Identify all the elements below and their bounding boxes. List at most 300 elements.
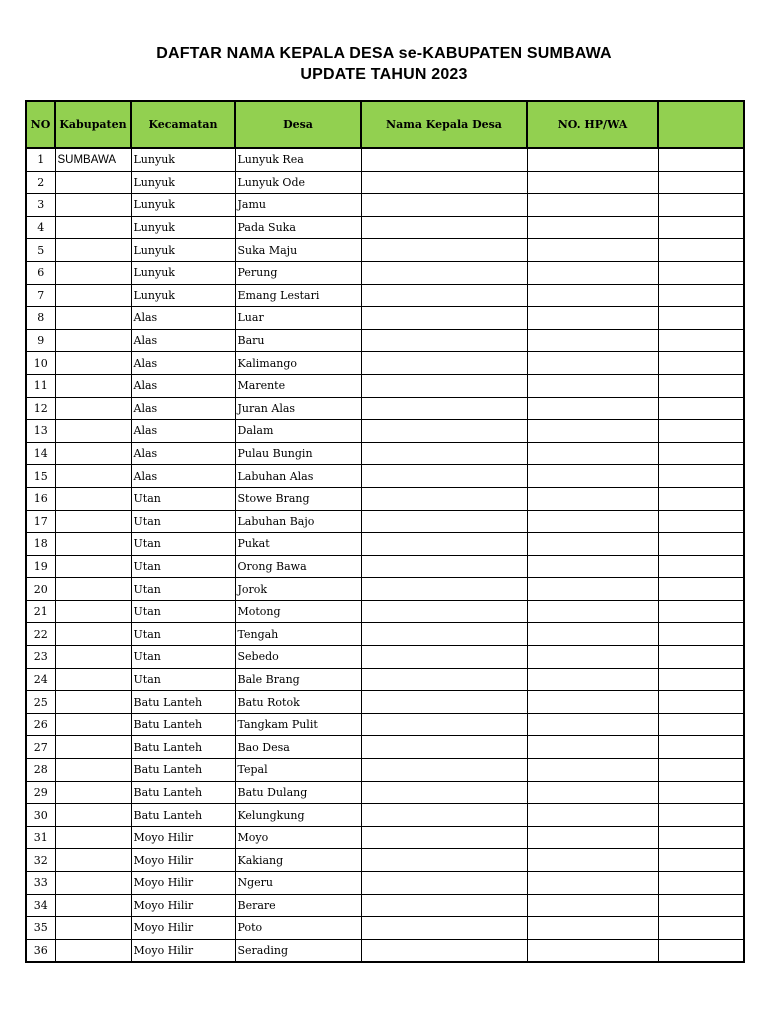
cell-blank (658, 849, 744, 872)
cell-no: 26 (26, 713, 55, 736)
table-body (26, 148, 744, 962)
cell-kecamatan: Alas (131, 442, 235, 465)
cell-nama-kepala-desa (361, 872, 527, 895)
cell-kecamatan: Lunyuk (131, 194, 235, 217)
cell-blank (658, 781, 744, 804)
table-row (26, 600, 744, 623)
cell-desa: Berare (235, 894, 361, 917)
cell-no-hp-wa (527, 578, 658, 601)
cell-kabupaten (55, 691, 131, 714)
cell-kabupaten (55, 736, 131, 759)
cell-no-hp-wa (527, 261, 658, 284)
cell-desa: Kelungkung (235, 804, 361, 827)
table-row (26, 487, 744, 510)
cell-nama-kepala-desa (361, 397, 527, 420)
cell-kecamatan: Lunyuk (131, 216, 235, 239)
table-row (26, 352, 744, 375)
cell-blank (658, 148, 744, 171)
cell-blank (658, 668, 744, 691)
cell-no-hp-wa (527, 894, 658, 917)
cell-nama-kepala-desa (361, 307, 527, 330)
cell-kecamatan: Lunyuk (131, 148, 235, 171)
cell-no: 5 (26, 239, 55, 262)
cell-no: 30 (26, 804, 55, 827)
cell-no: 18 (26, 533, 55, 556)
cell-no: 32 (26, 849, 55, 872)
cell-kabupaten (55, 352, 131, 375)
cell-blank (658, 261, 744, 284)
cell-kabupaten (55, 420, 131, 443)
cell-no: 7 (26, 284, 55, 307)
cell-kabupaten (55, 487, 131, 510)
cell-kecamatan: Alas (131, 329, 235, 352)
table-row (26, 307, 744, 330)
cell-kabupaten (55, 894, 131, 917)
table-row (26, 465, 744, 488)
cell-no-hp-wa (527, 239, 658, 262)
cell-kecamatan: Lunyuk (131, 261, 235, 284)
cell-no-hp-wa (527, 872, 658, 895)
cell-no-hp-wa (527, 623, 658, 646)
cell-kecamatan: Alas (131, 307, 235, 330)
cell-kabupaten (55, 939, 131, 962)
cell-nama-kepala-desa (361, 826, 527, 849)
cell-desa: Lunyuk Ode (235, 171, 361, 194)
cell-kecamatan: Lunyuk (131, 171, 235, 194)
cell-kabupaten (55, 759, 131, 782)
cell-nama-kepala-desa (361, 284, 527, 307)
cell-no-hp-wa (527, 555, 658, 578)
table-row (26, 759, 744, 782)
cell-nama-kepala-desa (361, 668, 527, 691)
cell-no: 2 (26, 171, 55, 194)
cell-blank (658, 804, 744, 827)
cell-no-hp-wa (527, 194, 658, 217)
cell-blank (658, 307, 744, 330)
cell-no: 13 (26, 420, 55, 443)
cell-desa: Serading (235, 939, 361, 962)
cell-kabupaten (55, 533, 131, 556)
cell-kecamatan: Utan (131, 533, 235, 556)
table-row (26, 533, 744, 556)
cell-desa: Perung (235, 261, 361, 284)
cell-no: 23 (26, 646, 55, 669)
table-row (26, 261, 744, 284)
cell-kecamatan: Utan (131, 646, 235, 669)
cell-kecamatan: Moyo Hilir (131, 917, 235, 940)
cell-nama-kepala-desa (361, 194, 527, 217)
cell-kabupaten (55, 171, 131, 194)
cell-nama-kepala-desa (361, 894, 527, 917)
cell-no-hp-wa (527, 329, 658, 352)
table-row (26, 194, 744, 217)
cell-kabupaten (55, 510, 131, 533)
cell-kabupaten (55, 578, 131, 601)
table-row (26, 691, 744, 714)
cell-no-hp-wa (527, 759, 658, 782)
column-header-no: NO (26, 101, 55, 148)
document-subtitle: UPDATE TAHUN 2023 (300, 66, 468, 83)
cell-no-hp-wa (527, 917, 658, 940)
cell-nama-kepala-desa (361, 352, 527, 375)
cell-no: 11 (26, 374, 55, 397)
table-row (26, 826, 744, 849)
cell-kabupaten (55, 804, 131, 827)
cell-blank (658, 691, 744, 714)
cell-blank (658, 329, 744, 352)
cell-kecamatan: Batu Lanteh (131, 781, 235, 804)
cell-kabupaten: SUMBAWA (55, 148, 131, 171)
cell-kabupaten (55, 872, 131, 895)
table-row (26, 713, 744, 736)
cell-kecamatan: Utan (131, 487, 235, 510)
cell-nama-kepala-desa (361, 736, 527, 759)
cell-desa: Emang Lestari (235, 284, 361, 307)
cell-desa: Stowe Brang (235, 487, 361, 510)
cell-kecamatan: Utan (131, 668, 235, 691)
table-row (26, 894, 744, 917)
cell-no-hp-wa (527, 171, 658, 194)
table-row (26, 510, 744, 533)
cell-nama-kepala-desa (361, 713, 527, 736)
cell-nama-kepala-desa (361, 329, 527, 352)
cell-no: 20 (26, 578, 55, 601)
cell-kecamatan: Moyo Hilir (131, 939, 235, 962)
cell-no-hp-wa (527, 284, 658, 307)
cell-no-hp-wa (527, 352, 658, 375)
cell-no-hp-wa (527, 397, 658, 420)
cell-blank (658, 894, 744, 917)
cell-blank (658, 194, 744, 217)
cell-nama-kepala-desa (361, 374, 527, 397)
cell-desa: Labuhan Alas (235, 465, 361, 488)
cell-blank (658, 465, 744, 488)
cell-kabupaten (55, 216, 131, 239)
cell-kabupaten (55, 668, 131, 691)
cell-desa: Ngeru (235, 872, 361, 895)
cell-desa: Bao Desa (235, 736, 361, 759)
cell-desa: Orong Bawa (235, 555, 361, 578)
cell-no-hp-wa (527, 713, 658, 736)
cell-kabupaten (55, 600, 131, 623)
cell-kabupaten (55, 374, 131, 397)
cell-nama-kepala-desa (361, 623, 527, 646)
cell-no: 1 (26, 148, 55, 171)
cell-kecamatan: Alas (131, 465, 235, 488)
cell-no: 21 (26, 600, 55, 623)
cell-blank (658, 420, 744, 443)
cell-kabupaten (55, 239, 131, 262)
table-row (26, 374, 744, 397)
cell-kabupaten (55, 646, 131, 669)
cell-no-hp-wa (527, 420, 658, 443)
cell-desa: Luar (235, 307, 361, 330)
cell-no: 25 (26, 691, 55, 714)
cell-kecamatan: Utan (131, 510, 235, 533)
cell-no: 24 (26, 668, 55, 691)
table-row (26, 736, 744, 759)
cell-desa: Marente (235, 374, 361, 397)
cell-kabupaten (55, 849, 131, 872)
cell-blank (658, 555, 744, 578)
table-row (26, 872, 744, 895)
cell-desa: Baru (235, 329, 361, 352)
cell-desa: Labuhan Bajo (235, 510, 361, 533)
cell-no: 33 (26, 872, 55, 895)
cell-kecamatan: Utan (131, 623, 235, 646)
cell-no-hp-wa (527, 510, 658, 533)
table-row (26, 939, 744, 962)
cell-no: 31 (26, 826, 55, 849)
cell-kecamatan: Moyo Hilir (131, 872, 235, 895)
cell-nama-kepala-desa (361, 600, 527, 623)
cell-kecamatan: Alas (131, 420, 235, 443)
cell-nama-kepala-desa (361, 691, 527, 714)
cell-kecamatan: Moyo Hilir (131, 826, 235, 849)
table-row (26, 284, 744, 307)
cell-kabupaten (55, 713, 131, 736)
table-row (26, 849, 744, 872)
cell-nama-kepala-desa (361, 849, 527, 872)
cell-nama-kepala-desa (361, 646, 527, 669)
table-row (26, 781, 744, 804)
cell-no-hp-wa (527, 736, 658, 759)
cell-desa: Juran Alas (235, 397, 361, 420)
cell-desa: Suka Maju (235, 239, 361, 262)
cell-desa: Pada Suka (235, 216, 361, 239)
cell-kabupaten (55, 826, 131, 849)
cell-no: 14 (26, 442, 55, 465)
cell-no: 17 (26, 510, 55, 533)
cell-no: 6 (26, 261, 55, 284)
cell-nama-kepala-desa (361, 442, 527, 465)
cell-blank (658, 352, 744, 375)
table-row (26, 397, 744, 420)
cell-kecamatan: Utan (131, 555, 235, 578)
cell-desa: Jamu (235, 194, 361, 217)
cell-no: 28 (26, 759, 55, 782)
cell-nama-kepala-desa (361, 533, 527, 556)
cell-no-hp-wa (527, 487, 658, 510)
cell-no: 10 (26, 352, 55, 375)
cell-blank (658, 533, 744, 556)
cell-kabupaten (55, 284, 131, 307)
cell-kecamatan: Utan (131, 578, 235, 601)
cell-no-hp-wa (527, 849, 658, 872)
cell-kabupaten (55, 623, 131, 646)
cell-desa: Bale Brang (235, 668, 361, 691)
cell-nama-kepala-desa (361, 171, 527, 194)
column-header-desa: Desa (235, 101, 361, 148)
cell-nama-kepala-desa (361, 917, 527, 940)
cell-desa: Tepal (235, 759, 361, 782)
cell-no: 12 (26, 397, 55, 420)
table-row (26, 239, 744, 262)
cell-no: 29 (26, 781, 55, 804)
cell-blank (658, 397, 744, 420)
cell-blank (658, 939, 744, 962)
cell-nama-kepala-desa (361, 465, 527, 488)
cell-nama-kepala-desa (361, 510, 527, 533)
cell-no: 19 (26, 555, 55, 578)
cell-kabupaten (55, 917, 131, 940)
cell-blank (658, 623, 744, 646)
cell-no: 15 (26, 465, 55, 488)
cell-blank (658, 759, 744, 782)
table-row (26, 646, 744, 669)
cell-blank (658, 216, 744, 239)
cell-kabupaten (55, 781, 131, 804)
cell-kecamatan: Batu Lanteh (131, 691, 235, 714)
cell-blank (658, 171, 744, 194)
cell-desa: Batu Rotok (235, 691, 361, 714)
cell-no-hp-wa (527, 533, 658, 556)
cell-no: 36 (26, 939, 55, 962)
cell-no-hp-wa (527, 148, 658, 171)
table-row (26, 216, 744, 239)
cell-desa: Dalam (235, 420, 361, 443)
cell-kecamatan: Alas (131, 352, 235, 375)
cell-no: 8 (26, 307, 55, 330)
cell-blank (658, 442, 744, 465)
cell-nama-kepala-desa (361, 578, 527, 601)
cell-kabupaten (55, 329, 131, 352)
cell-kecamatan: Utan (131, 600, 235, 623)
cell-no: 35 (26, 917, 55, 940)
table-header-row (26, 101, 744, 148)
cell-desa: Poto (235, 917, 361, 940)
cell-no: 34 (26, 894, 55, 917)
cell-kabupaten (55, 307, 131, 330)
cell-kabupaten (55, 194, 131, 217)
cell-desa: Moyo (235, 826, 361, 849)
cell-no-hp-wa (527, 374, 658, 397)
cell-kecamatan: Alas (131, 397, 235, 420)
cell-blank (658, 826, 744, 849)
cell-desa: Jorok (235, 578, 361, 601)
cell-nama-kepala-desa (361, 939, 527, 962)
table-row (26, 148, 744, 171)
cell-nama-kepala-desa (361, 804, 527, 827)
cell-nama-kepala-desa (361, 759, 527, 782)
table-row (26, 442, 744, 465)
cell-no-hp-wa (527, 216, 658, 239)
cell-no: 16 (26, 487, 55, 510)
column-header-nama-kepala-desa: Nama Kepala Desa (361, 101, 527, 148)
cell-kabupaten (55, 555, 131, 578)
cell-desa: Kalimango (235, 352, 361, 375)
cell-blank (658, 239, 744, 262)
document-title: DAFTAR NAMA KEPALA DESA se-KABUPATEN SUMBAWA (156, 45, 612, 62)
cell-desa: Tangkam Pulit (235, 713, 361, 736)
cell-blank (658, 487, 744, 510)
cell-blank (658, 600, 744, 623)
cell-desa: Kakiang (235, 849, 361, 872)
cell-kecamatan: Alas (131, 374, 235, 397)
cell-nama-kepala-desa (361, 781, 527, 804)
table-row (26, 623, 744, 646)
cell-no-hp-wa (527, 781, 658, 804)
cell-desa: Motong (235, 600, 361, 623)
cell-no: 22 (26, 623, 55, 646)
kepala-desa-table (25, 100, 745, 963)
table-row (26, 804, 744, 827)
column-header-kabupaten: Kabupaten (55, 101, 131, 148)
cell-kecamatan: Batu Lanteh (131, 736, 235, 759)
cell-blank (658, 284, 744, 307)
cell-desa: Batu Dulang (235, 781, 361, 804)
cell-desa: Tengah (235, 623, 361, 646)
cell-nama-kepala-desa (361, 239, 527, 262)
cell-no-hp-wa (527, 646, 658, 669)
table-row (26, 668, 744, 691)
cell-kabupaten (55, 261, 131, 284)
cell-nama-kepala-desa (361, 420, 527, 443)
column-header-kecamatan: Kecamatan (131, 101, 235, 148)
cell-no-hp-wa (527, 826, 658, 849)
table-row (26, 420, 744, 443)
cell-desa: Lunyuk Rea (235, 148, 361, 171)
cell-no: 9 (26, 329, 55, 352)
cell-kabupaten (55, 397, 131, 420)
cell-blank (658, 917, 744, 940)
cell-no-hp-wa (527, 307, 658, 330)
cell-no-hp-wa (527, 442, 658, 465)
cell-blank (658, 510, 744, 533)
cell-kecamatan: Lunyuk (131, 239, 235, 262)
column-header-no-hp-wa: NO. HP/WA (527, 101, 658, 148)
cell-no-hp-wa (527, 939, 658, 962)
cell-desa: Pulau Bungin (235, 442, 361, 465)
cell-nama-kepala-desa (361, 261, 527, 284)
cell-kecamatan: Batu Lanteh (131, 804, 235, 827)
table-row (26, 171, 744, 194)
table-row (26, 555, 744, 578)
cell-no: 4 (26, 216, 55, 239)
cell-desa: Pukat (235, 533, 361, 556)
cell-kecamatan: Lunyuk (131, 284, 235, 307)
cell-nama-kepala-desa (361, 487, 527, 510)
cell-kecamatan: Batu Lanteh (131, 759, 235, 782)
cell-kecamatan: Moyo Hilir (131, 894, 235, 917)
column-header-blank (658, 101, 744, 148)
cell-nama-kepala-desa (361, 148, 527, 171)
cell-kecamatan: Batu Lanteh (131, 713, 235, 736)
cell-no: 27 (26, 736, 55, 759)
cell-blank (658, 578, 744, 601)
cell-no-hp-wa (527, 668, 658, 691)
cell-kecamatan: Moyo Hilir (131, 849, 235, 872)
cell-no-hp-wa (527, 600, 658, 623)
cell-blank (658, 736, 744, 759)
cell-no-hp-wa (527, 465, 658, 488)
cell-no-hp-wa (527, 804, 658, 827)
cell-no: 3 (26, 194, 55, 217)
cell-blank (658, 374, 744, 397)
cell-blank (658, 713, 744, 736)
cell-no-hp-wa (527, 691, 658, 714)
cell-kabupaten (55, 465, 131, 488)
cell-blank (658, 646, 744, 669)
table-row (26, 329, 744, 352)
cell-desa: Sebedo (235, 646, 361, 669)
table-row (26, 917, 744, 940)
cell-kabupaten (55, 442, 131, 465)
cell-blank (658, 872, 744, 895)
cell-nama-kepala-desa (361, 555, 527, 578)
cell-nama-kepala-desa (361, 216, 527, 239)
table-row (26, 578, 744, 601)
